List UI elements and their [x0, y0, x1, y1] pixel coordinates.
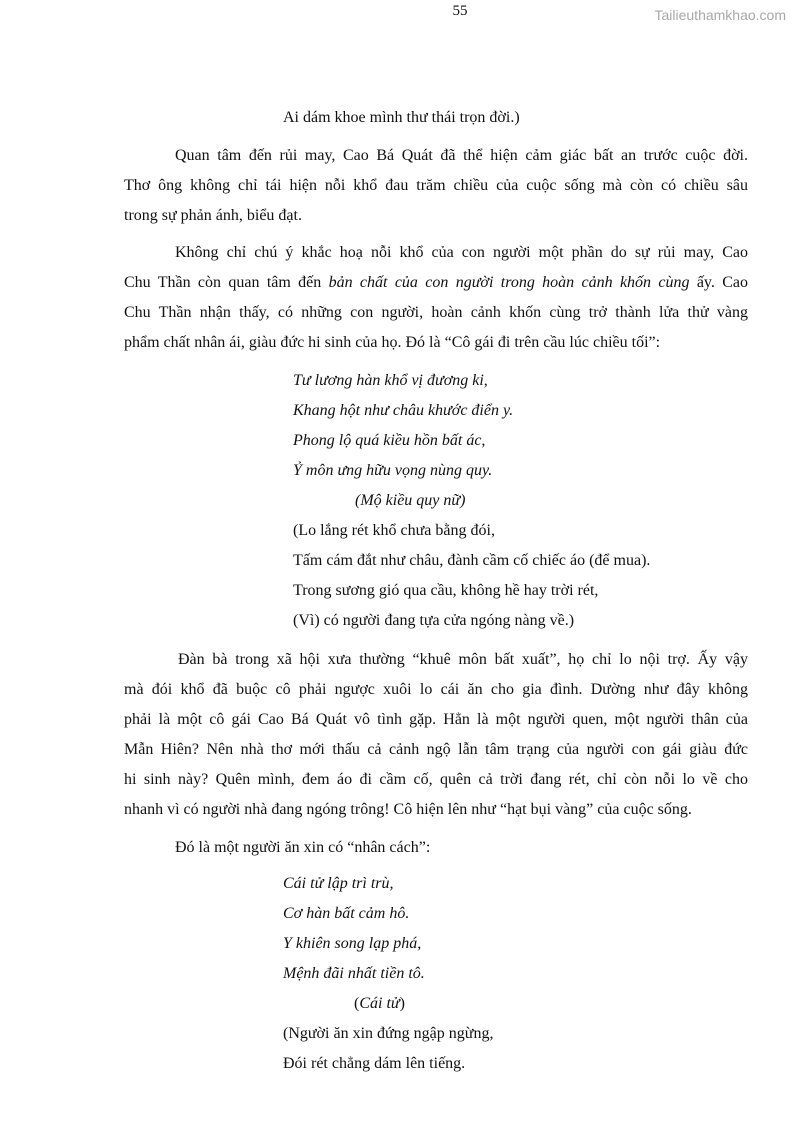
paragraph-line: hi sinh này? Quên mình, đem áo đi cầm cố, quên cả trời đang rét, chỉ còn nỗi lo về cho — [124, 771, 748, 788]
poem-line: Tư lương hàn khổ vị đương ki, — [293, 372, 488, 389]
translation-line: Đói rét chẳng dám lên tiếng. — [283, 1055, 466, 1072]
translation-line: (Lo lắng rét khổ chưa bằng đói, — [293, 522, 495, 539]
paragraph-line-mixed — [124, 273, 748, 292]
paragraph-4: Đó là một người ăn xin có “nhân cách”: — [175, 839, 431, 856]
paragraph-line: Mẫn Hiên? Nên nhà thơ mới thấu cả cảnh ngộ lẫn tâm trạng của người con gái giàu đức — [124, 741, 748, 758]
poem-line: Cái tử lập trì trù, — [283, 875, 394, 892]
paragraph-line: Quan tâm đến rủi may, Cao Bá Quát đã thể hiện cảm giác bất an trước cuộc đời. — [175, 147, 748, 164]
paragraph-line: Không chỉ chú ý khắc hoạ nỗi khổ của con người một phần do sự rủi may, Cao — [175, 244, 748, 261]
paragraph-line: Chu Thần nhận thấy, có những con người, hoàn cảnh khốn cùng trở thành lửa thử vàng — [124, 304, 748, 321]
poem-title — [354, 994, 405, 1013]
italic-phrase: bản chất của con người trong hoàn cảnh khốn cùng — [328, 274, 690, 291]
translation-line: Tấm cám đắt như châu, đành cầm cố chiếc áo (để mua). — [293, 552, 651, 569]
translation-line: (Người ăn xin đứng ngập ngừng, — [283, 1025, 494, 1042]
verse-closing-line: Ai dám khoe mình thư thái trọn đời.) — [283, 109, 520, 126]
paren: ) — [399, 995, 405, 1012]
paragraph-line: nhanh vì có người nhà đang ngóng trông! Cô hiện lên như “hạt bụi vàng” của cuộc sống. — [124, 801, 692, 818]
poem-line: Ỷ môn ưng hữu vọng nùng quy. — [293, 462, 493, 479]
translation-line: Trong sương gió qua cầu, không hề hay trời rét, — [293, 582, 599, 599]
paragraph-line: phải là một cô gái Cao Bá Quát vô tình gặp. Hẳn là một người quen, một người thân của — [124, 711, 748, 728]
paren: ( — [354, 995, 360, 1012]
paragraph-line: Đàn bà trong xã hội xưa thường “khuê môn bất xuất”, họ chỉ lo nội trợ. Ấy vậy — [178, 651, 748, 668]
paragraph-line: trong sự phản ánh, biểu đạt. — [124, 207, 302, 224]
translation-line: (Vì) có người đang tựa cửa ngóng nàng về.) — [293, 612, 575, 629]
paragraph-line: Thơ ông không chỉ tái hiện nỗi khổ đau trăm chiều của cuộc sống mà còn có chiều sâu — [124, 177, 748, 194]
page-number: 55 — [452, 3, 468, 19]
text-run: Chu Thần còn quan tâm đến — [124, 274, 329, 291]
text-run: ấy. Cao — [689, 274, 748, 291]
poem-line: Y khiên song lạp phá, — [283, 935, 422, 952]
poem-line: Cơ hàn bất cảm hô. — [283, 905, 410, 922]
poem-line: Mệnh đãi nhất tiền tô. — [283, 965, 425, 982]
paragraph-line: mà đói khổ đã buộc cô phải ngược xuôi lo cái ăn cho gia đình. Dường như đây không — [124, 681, 748, 698]
paragraph-line: phẩm chất nhân ái, giàu đức hi sinh của họ. Đó là “Cô gái đi trên cầu lúc chiều tối”: — [124, 334, 661, 351]
watermark: Tailieuthamkhao.com — [654, 7, 786, 23]
title-text: Cái tử — [359, 995, 400, 1012]
poem-line: Phong lộ quá kiều hồn bất ác, — [293, 432, 486, 449]
poem-title: (Mộ kiều quy nữ) — [355, 492, 466, 509]
poem-line: Khang hột như châu khước điển y. — [293, 402, 514, 419]
